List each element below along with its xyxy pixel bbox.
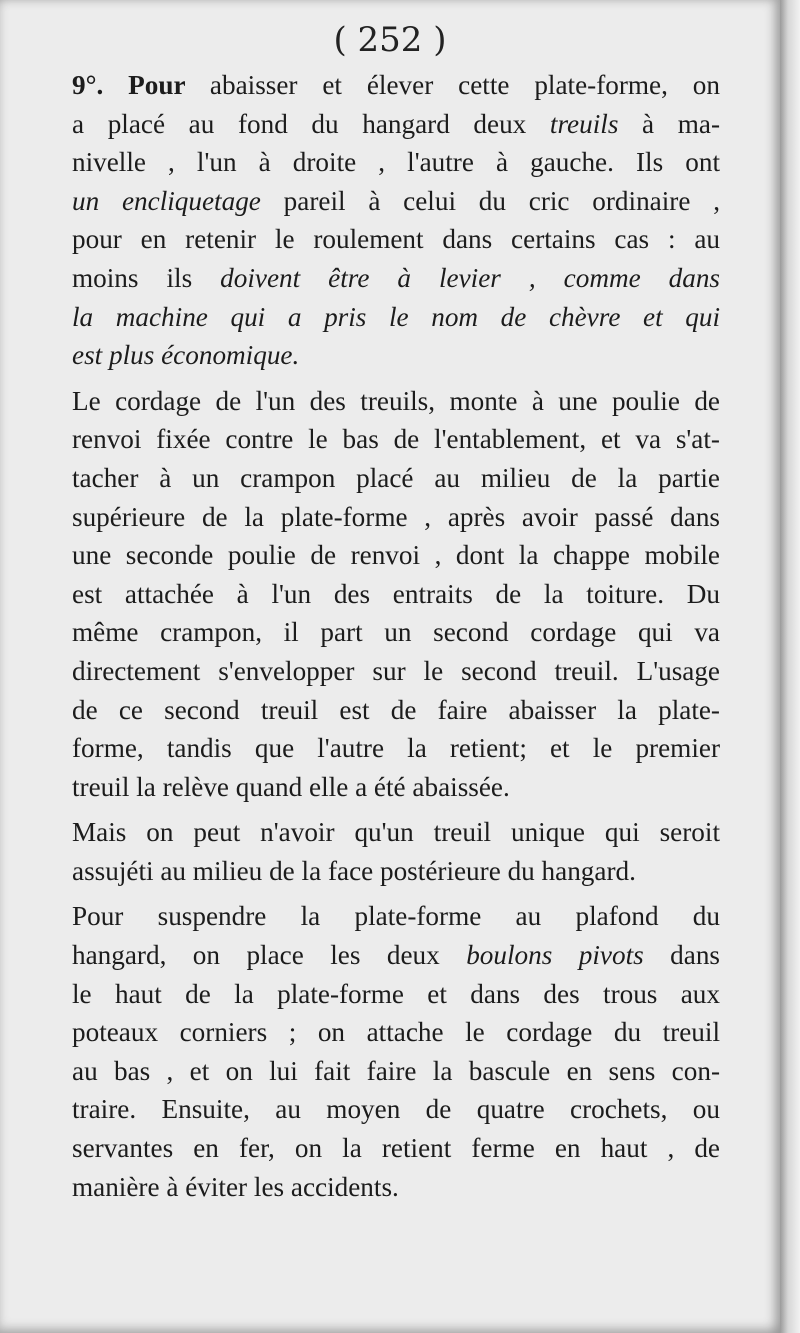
text-run: manière à éviter les accidents. xyxy=(72,1171,399,1202)
text-line xyxy=(44,182,720,221)
text-line xyxy=(44,1013,720,1052)
text-run: servantes en fer, on la retient ferme en haut , de xyxy=(72,1133,720,1164)
text-run: Mais on peut n'avoir qu'un treuil unique qui seroit xyxy=(72,817,720,848)
text-line xyxy=(44,813,720,852)
text-run: le haut de la plate-forme et dans des trous aux xyxy=(72,978,720,1009)
text-run: 9°. Pour xyxy=(72,70,210,100)
text-line xyxy=(44,420,720,459)
text-line xyxy=(44,498,720,537)
text-run: est attachée à l'un des entraits de la toiture. Du xyxy=(72,578,720,609)
text-run: forme, tandis que l'autre la retient; et le premier xyxy=(72,733,720,764)
text-run: est plus économique. xyxy=(72,340,300,371)
text-line xyxy=(44,259,720,298)
text-run: Pour suspendre la plate-forme au plafond du xyxy=(72,901,720,932)
text-run: poteaux corniers ; on attache le cordage du treuil xyxy=(72,1017,720,1048)
text-run: au bas , et on lui fait faire la bascule en sens con- xyxy=(72,1055,720,1086)
text-line xyxy=(44,298,720,337)
text-run: directement s'envelopper sur le second treuil. L'usage xyxy=(72,655,720,686)
text-line xyxy=(44,729,720,768)
text-run: moins ils xyxy=(72,262,221,293)
text-line xyxy=(44,897,720,936)
text-run: Le cordage de l'un des treuils, monte à une poulie de xyxy=(72,385,720,416)
paragraph xyxy=(44,897,720,1206)
text-line xyxy=(44,768,720,807)
text-run: même crampon, il part un second cordage qui va xyxy=(72,617,720,648)
text-line xyxy=(44,105,720,144)
text-line xyxy=(44,1090,720,1129)
text-run: pour en retenir le roulement dans certains cas : au xyxy=(72,224,720,255)
text-line xyxy=(44,66,720,105)
text-run: une seconde poulie de renvoi , dont la chappe mobile xyxy=(72,540,720,571)
text-run: treuil la relève quand elle a été abaissée. xyxy=(72,771,510,802)
text-line xyxy=(44,613,720,652)
text-run: un encliquetage xyxy=(72,185,261,216)
page-edge xyxy=(780,0,800,1333)
text-run: dans xyxy=(643,940,720,971)
text-line xyxy=(44,652,720,691)
text-line xyxy=(44,336,720,375)
text-run: a placé au fond du hangard deux xyxy=(72,108,550,139)
text-run: boulons pivots xyxy=(466,940,644,971)
text-run: abaisser et élever cette plate-forme, on xyxy=(209,70,720,100)
text-run: hangard, on place les deux xyxy=(72,940,467,971)
text-run: la machine qui a pris le nom de chèvre et qui xyxy=(72,301,720,332)
text-run: pareil à celui du cric ordinaire , xyxy=(260,185,720,216)
text-line xyxy=(44,936,720,975)
body-text xyxy=(44,66,720,1206)
text-line xyxy=(44,852,720,891)
text-line xyxy=(44,1168,720,1207)
text-line xyxy=(44,575,720,614)
text-line xyxy=(44,1052,720,1091)
text-run: à ma- xyxy=(618,108,720,139)
text-line xyxy=(44,975,720,1014)
text-line xyxy=(44,143,720,182)
page-number: ( 252 ) xyxy=(333,20,447,60)
text-run: treuils xyxy=(549,108,619,139)
text-line xyxy=(44,220,720,259)
text-run: de ce second treuil est de faire abaisser la plate- xyxy=(72,694,720,725)
text-run: assujéti au milieu de la face postérieure du hangard. xyxy=(72,855,636,886)
text-run: doivent être à levier , comme dans xyxy=(220,262,721,293)
text-line xyxy=(44,382,720,421)
text-run: traire. Ensuite, au moyen de quatre crochets, ou xyxy=(72,1094,720,1125)
text-run: nivelle , l'un à droite , l'autre à gauche. Ils ont xyxy=(72,147,720,178)
text-line xyxy=(44,536,720,575)
text-run: tacher à un crampon placé au milieu de la partie xyxy=(72,462,720,493)
text-run: renvoi fixée contre le bas de l'entablement, et va s'at- xyxy=(72,424,720,455)
paragraph xyxy=(44,66,720,375)
text-line xyxy=(44,1129,720,1168)
text-run: supérieure de la plate-forme , après avoir passé dans xyxy=(72,501,720,532)
text-line xyxy=(44,691,720,730)
text-line xyxy=(44,459,720,498)
paragraph xyxy=(44,813,720,890)
paragraph xyxy=(44,382,720,807)
